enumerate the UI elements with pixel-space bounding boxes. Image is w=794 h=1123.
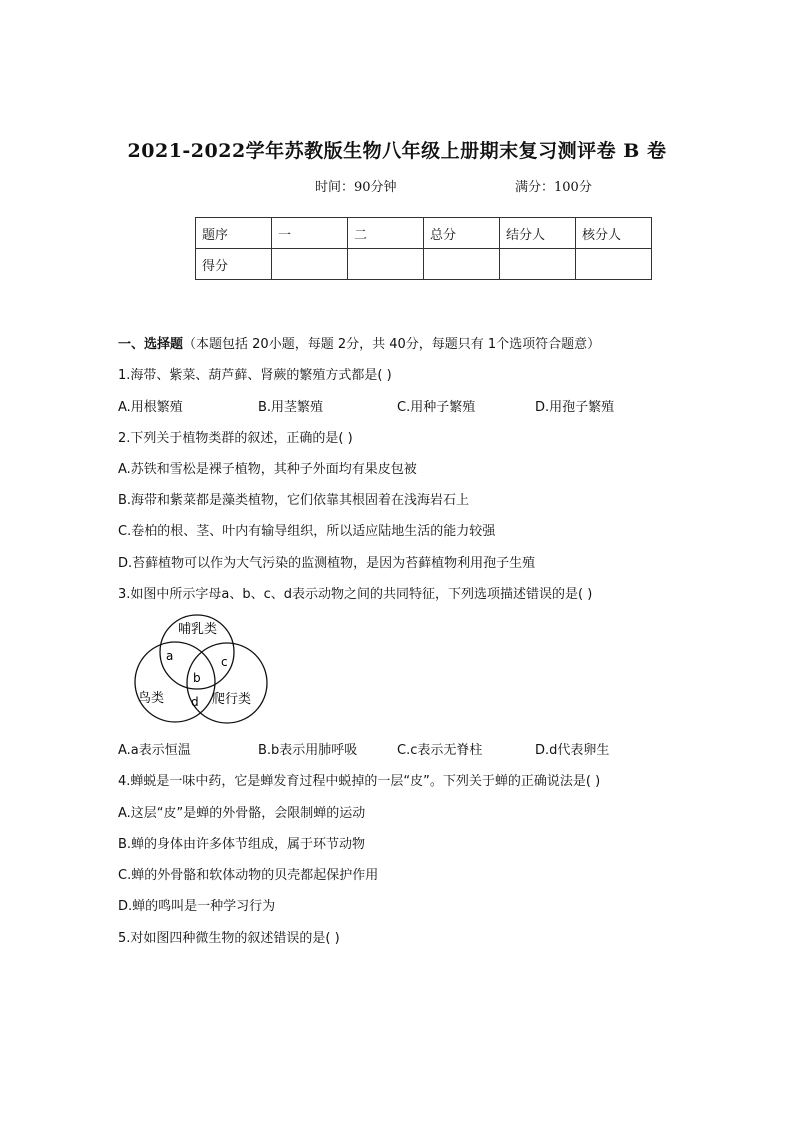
q1-option-b: B.用茎繁殖 xyxy=(258,400,324,415)
venn-letter-d: d xyxy=(191,695,199,709)
score-cell: 总分 xyxy=(424,218,500,249)
score-cell: 题序 xyxy=(196,218,272,249)
question-2: 2.下列关于植物类群的叙述，正确的是( ) xyxy=(118,431,353,446)
score-cell: 结分人 xyxy=(500,218,576,249)
q2-option-d: D.苔藓植物可以作为大气污染的监测植物，是因为苔藓植物利用孢子生殖 xyxy=(118,556,536,571)
score-cell xyxy=(576,249,652,280)
q4-option-a: A.这层“皮”是蝉的外骨骼，会限制蝉的运动 xyxy=(118,806,366,821)
score-cell xyxy=(272,249,348,280)
score-table-row xyxy=(196,249,652,280)
question-1: 1.海带、紫菜、葫芦藓、肾蕨的繁殖方式都是( ) xyxy=(118,368,392,383)
q1-option-a: A.用根繁殖 xyxy=(118,400,183,415)
q3-option-d: D.d代表卵生 xyxy=(535,743,610,758)
q1-option-c: C.用种子繁殖 xyxy=(397,400,476,415)
score-cell: 核分人 xyxy=(576,218,652,249)
full-score: 满分：100分 xyxy=(515,180,592,195)
q1-option-d: D.用孢子繁殖 xyxy=(535,400,615,415)
venn-diagram xyxy=(118,607,278,727)
section-heading xyxy=(118,333,600,352)
q2-option-a: A.苏铁和雪松是裸子植物，其种子外面均有果皮包被 xyxy=(118,462,417,477)
q4-option-c: C.蝉的外骨骼和软体动物的贝壳都起保护作用 xyxy=(118,868,379,883)
venn-letter-b: b xyxy=(193,671,201,685)
question-5: 5.对如图四种微生物的叙述错误的是( ) xyxy=(118,931,340,946)
exam-time: 时间：90分钟 xyxy=(315,180,397,195)
venn-letter-c: c xyxy=(221,655,228,669)
score-cell xyxy=(348,249,424,280)
q4-option-b: B.蝉的身体由许多体节组成，属于环节动物 xyxy=(118,837,366,852)
mammal-label: 哺乳类 xyxy=(178,622,218,637)
q4-option-d: D.蝉的鸣叫是一种学习行为 xyxy=(118,899,276,914)
score-cell xyxy=(500,249,576,280)
q3-option-c: C.c表示无脊柱 xyxy=(397,743,483,758)
page-title: 2021-2022学年苏教版生物八年级上册期末复习测评卷 B 卷 xyxy=(127,140,667,162)
score-cell: 得分 xyxy=(196,249,272,280)
question-3: 3.如图中所示字母a、b、c、d表示动物之间的共同特征，下列选项描述错误的是( ) xyxy=(118,587,593,602)
q2-option-c: C.卷柏的根、茎、叶内有输导组织，所以适应陆地生活的能力较强 xyxy=(118,524,496,539)
q3-option-b: B.b表示用肺呼吸 xyxy=(258,743,358,758)
score-cell: 二 xyxy=(348,218,424,249)
reptile-label: 爬行类 xyxy=(212,692,252,707)
question-4: 4.蝉蜕是一味中药，它是蝉发育过程中蜕掉的一层“皮”。下列关于蝉的正确说法是( ) xyxy=(118,774,601,789)
section-note: （本题包括 20小题，每题 2分，共 40分，每题只有 1个选项符合题意） xyxy=(183,337,601,352)
score-table-header xyxy=(196,218,652,249)
venn-letter-a: a xyxy=(166,649,174,663)
score-cell: 一 xyxy=(272,218,348,249)
score-table xyxy=(195,217,652,280)
section-title: 一、选择题 xyxy=(118,337,184,352)
q2-option-b: B.海带和紫菜都是藻类植物，它们依靠其根固着在浅海岩石上 xyxy=(118,493,470,508)
q3-option-a: A.a表示恒温 xyxy=(118,743,191,758)
bird-label: 鸟类 xyxy=(138,691,165,706)
score-cell xyxy=(424,249,500,280)
